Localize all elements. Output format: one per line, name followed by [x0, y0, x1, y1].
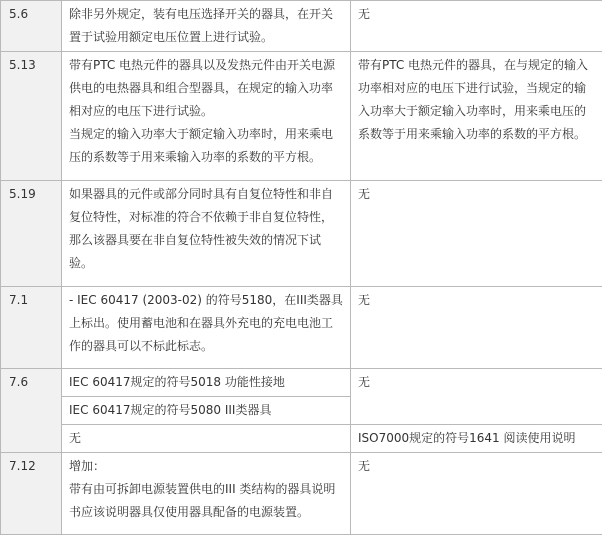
table-row [1, 181, 602, 287]
deviation-cell: 无 [351, 369, 602, 425]
requirement-cell: IEC 60417规定的符号5018 功能性接地 [62, 369, 351, 397]
requirement-cell: 带有PTC 电热元件的器具以及发热元件由开关电源 供电的电热器具和组合型器具，在规定的输入功率 相对应的电压下进行试验。 当规定的输入功率大于额定输入功率时，用来乘电 压的系数等于用来乘输入功率的系数的平方根。 [62, 52, 351, 181]
table-row [1, 453, 602, 535]
table-row [1, 425, 602, 453]
requirement-cell: 除非另外规定，装有电压选择开关的器具，在开关 置于试验用额定电压位置上进行试验。 [62, 1, 351, 52]
requirement-cell: 无 [62, 425, 351, 453]
clause-number: 5.6 [1, 1, 62, 52]
deviation-cell: 带有PTC 电热元件的器具，在与规定的输入 功率相对应的电压下进行试验，当规定的输 入功率大于额定输入功率时，用来乘电压的 系数等于用来乘输入功率的系数的平方根。 [351, 52, 602, 181]
deviation-cell: 无 [351, 181, 602, 287]
deviation-cell: ISO7000规定的符号1641 阅读使用说明 [351, 425, 602, 453]
clause-number: 7.1 [1, 287, 62, 369]
clause-number: 5.13 [1, 52, 62, 181]
deviation-cell: 无 [351, 287, 602, 369]
table-row [1, 1, 602, 52]
requirement-cell: 如果器具的元件或部分同时具有自复位特性和非自 复位特性，对标准的符合不依赖于非自复位特性， 那么该器具要在非自复位特性被失效的情况下试 验。 [62, 181, 351, 287]
table-row [1, 52, 602, 181]
table-row [1, 369, 602, 397]
clause-number: 7.12 [1, 453, 62, 535]
deviation-cell: 无 [351, 453, 602, 535]
table-row [1, 287, 602, 369]
clause-number: 5.19 [1, 181, 62, 287]
deviation-cell: 无 [351, 1, 602, 52]
clause-number: 7.6 [1, 369, 62, 453]
requirement-cell: IEC 60417规定的符号5080 III类器具 [62, 397, 351, 425]
requirement-cell: 增加： 带有由可拆卸电源装置供电的III 类结构的器具说明 书应该说明器具仅使用器具配备的电源装置。 [62, 453, 351, 535]
requirement-cell: - IEC 60417 (2003-02) 的符号5180，在III类器具 上标出。使用蓄电池和在器具外充电的充电电池工 作的器具可以不标此标志。 [62, 287, 351, 369]
